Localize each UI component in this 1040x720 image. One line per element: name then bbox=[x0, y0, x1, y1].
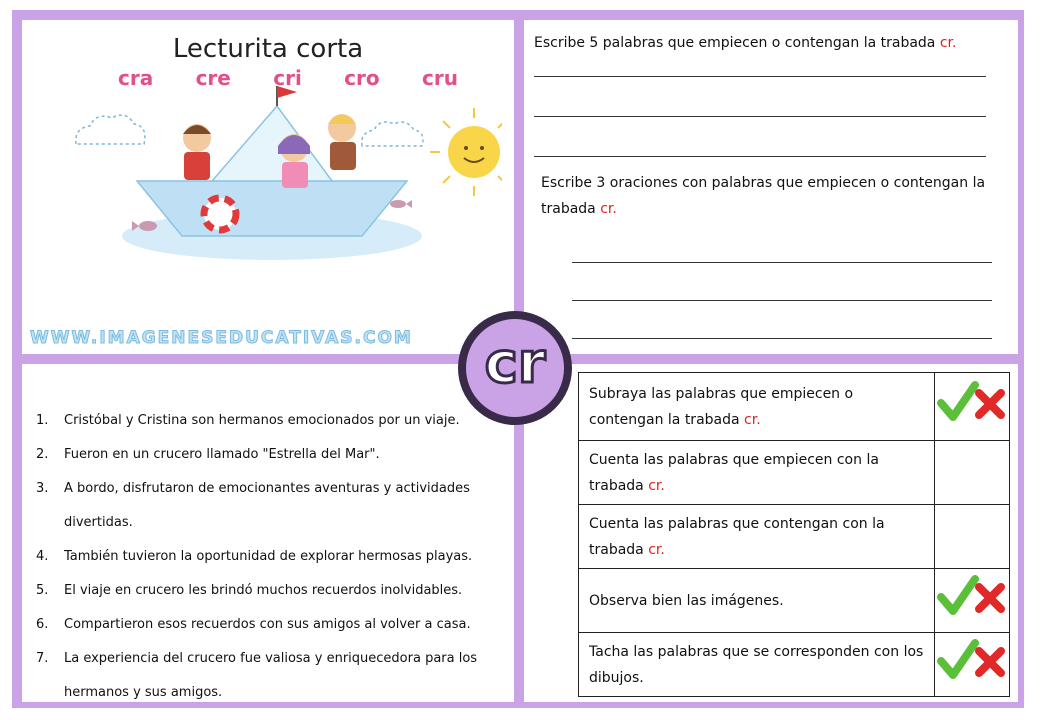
answer-line[interactable] bbox=[534, 116, 986, 117]
list-item: 1. Cristóbal y Cristina son hermanos emocionados por un viaje. bbox=[36, 413, 460, 428]
answer-line[interactable] bbox=[572, 300, 992, 301]
list-item: 4. También tuvieron la oportunidad de explorar hermosas playas. bbox=[36, 549, 473, 564]
check-icon bbox=[941, 579, 975, 611]
table-row bbox=[579, 505, 1010, 569]
fish-icon bbox=[390, 200, 412, 208]
reading-title: Lecturita corta bbox=[172, 34, 364, 64]
child-boy-left bbox=[183, 124, 211, 180]
list-item: 2. Fueron en un crucero llamado "Estrella del Mar". bbox=[36, 447, 380, 462]
check-icon bbox=[941, 643, 975, 675]
cr-badge bbox=[458, 311, 572, 425]
task-table bbox=[578, 372, 1010, 697]
answer-line[interactable] bbox=[572, 338, 992, 339]
task-cell: Tacha las palabras que se corresponden con los dibujos. bbox=[579, 633, 935, 697]
check-cross-cell[interactable] bbox=[935, 373, 1010, 441]
paper-boat-illustration bbox=[62, 86, 502, 276]
syllable: cra bbox=[118, 66, 154, 90]
table-row bbox=[579, 373, 1010, 441]
table-row bbox=[579, 633, 1010, 697]
check-cross-cell[interactable] bbox=[935, 633, 1010, 697]
syllable: cro bbox=[344, 66, 380, 90]
answer-line[interactable] bbox=[534, 76, 986, 77]
cross-icon bbox=[979, 587, 1001, 609]
writing-exercise-panel bbox=[524, 20, 1018, 354]
list-item: 5. El viaje en crucero les brindó muchos recuerdos inolvidables. bbox=[36, 583, 463, 598]
instruction-3-sentences: Escribe 3 oraciones con palabras que empiecen o contengan la trabada cr. bbox=[541, 175, 986, 217]
task-cell: Observa bien las imágenes. bbox=[579, 569, 935, 633]
task-cell: Cuenta las palabras que contengan con la trabada cr. bbox=[579, 505, 935, 569]
instruction-5-words: Escribe 5 palabras que empiecen o contengan la trabada cr. bbox=[534, 35, 957, 51]
list-item: 3. A bordo, disfrutaron de emocionantes aventuras y actividades divertidas. bbox=[36, 481, 470, 530]
child-boy-right bbox=[328, 114, 356, 170]
cross-icon bbox=[979, 651, 1001, 673]
list-item: 6. Compartieron esos recuerdos con sus amigos al volver a casa. bbox=[36, 617, 471, 632]
check-cross-cell[interactable] bbox=[935, 569, 1010, 633]
check-icon bbox=[941, 385, 975, 417]
answer-line[interactable] bbox=[534, 156, 986, 157]
badge-label: cr bbox=[484, 331, 546, 396]
reading-illustration-panel bbox=[22, 20, 514, 354]
table-row bbox=[579, 441, 1010, 505]
syllable: cre bbox=[195, 66, 231, 90]
story-panel bbox=[22, 364, 514, 702]
empty-cell[interactable] bbox=[935, 505, 1010, 569]
task-cell: Cuenta las palabras que empiecen con la trabada cr. bbox=[579, 441, 935, 505]
empty-cell[interactable] bbox=[935, 441, 1010, 505]
life-ring-icon bbox=[204, 198, 236, 230]
website-watermark: WWW.IMAGENESEDUCATIVAS.COM bbox=[30, 328, 413, 348]
answer-line[interactable] bbox=[572, 262, 992, 263]
list-item: 7. La experiencia del crucero fue valiosa y enriquecedora para los hermanos y sus amigos. bbox=[36, 651, 478, 700]
story-list bbox=[36, 404, 496, 710]
cloud-right bbox=[362, 122, 423, 146]
syllable: cri bbox=[273, 66, 302, 90]
task-cell: Subraya las palabras que empiecen o contengan la trabada cr. bbox=[579, 373, 935, 441]
cross-icon bbox=[979, 393, 1001, 415]
table-row bbox=[579, 569, 1010, 633]
syllable: cru bbox=[422, 66, 458, 90]
paper-boat bbox=[137, 86, 407, 236]
task-panel bbox=[524, 364, 1018, 702]
cloud-left bbox=[76, 115, 145, 144]
sun-icon bbox=[430, 108, 502, 196]
